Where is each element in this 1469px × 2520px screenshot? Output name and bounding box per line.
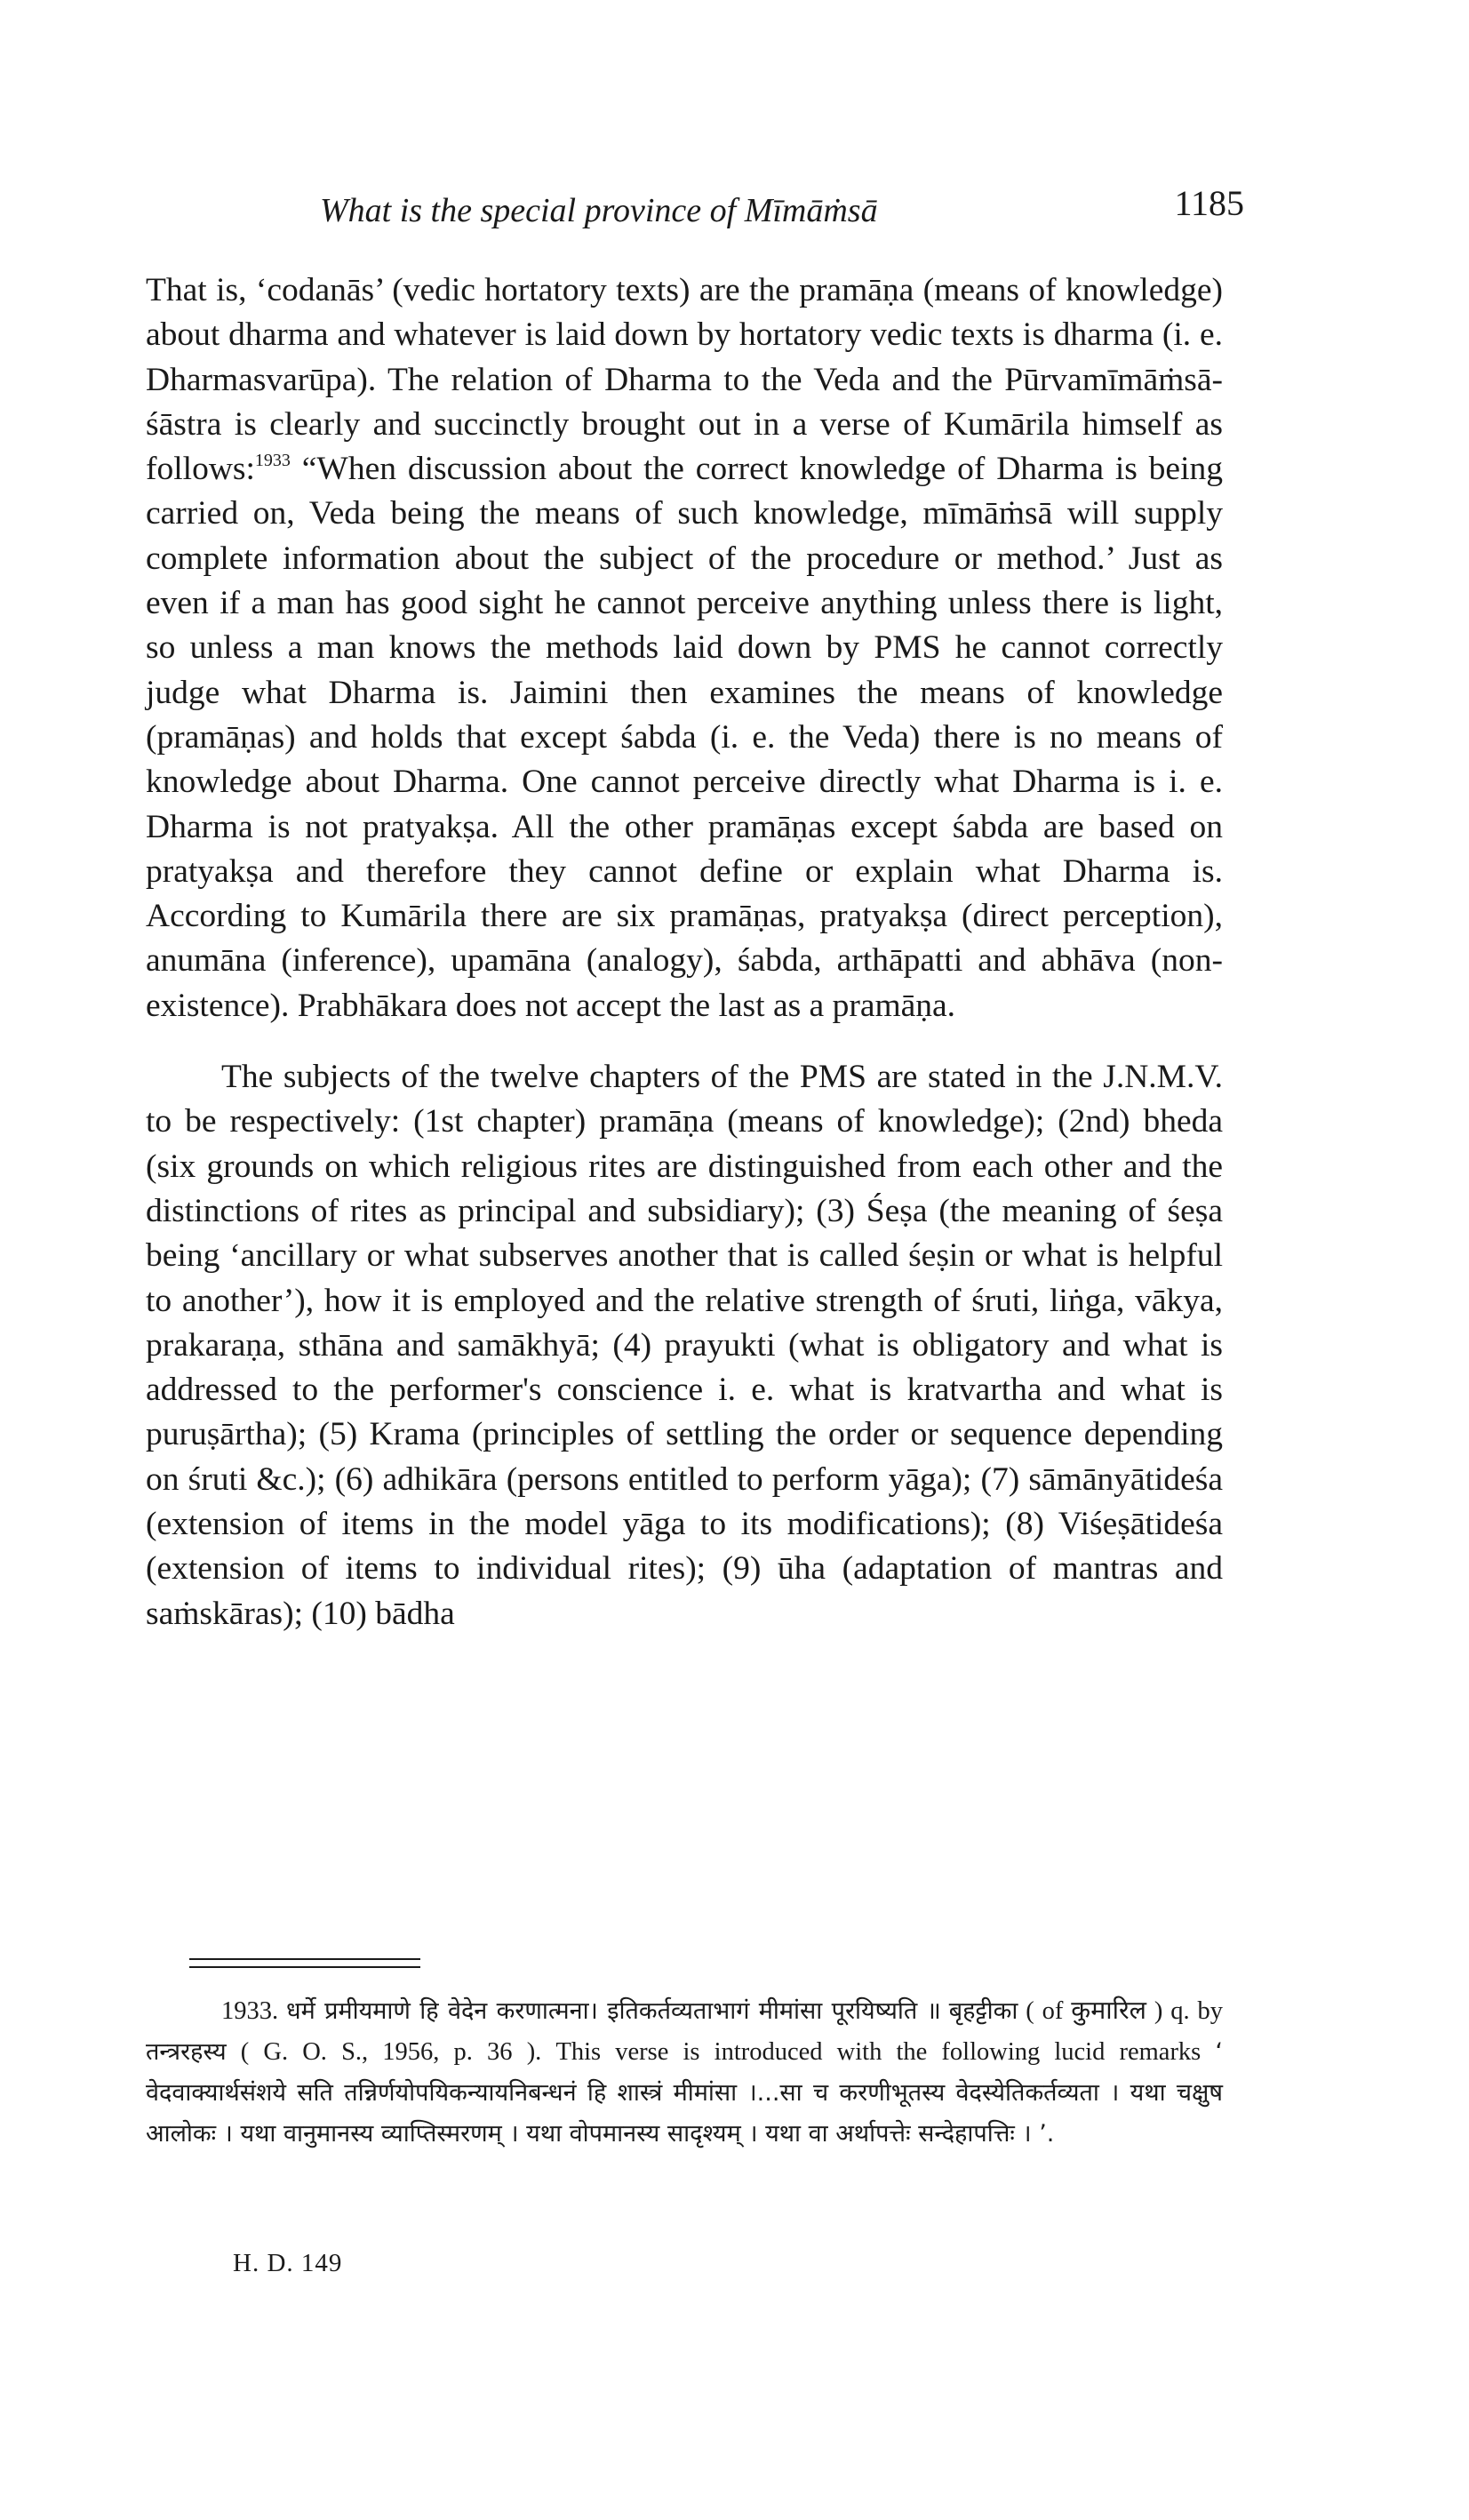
footnote-citation: ( G. O. S., 1956, p. 36 ). This verse is introduced with the following lucid remarks [240,2038,1202,2066]
footnote-number: 1933. [221,1997,279,2025]
page-number: 1185 [1174,183,1244,223]
footnote-sanskrit-remarks: ‘ वेदवाक्यार्थसंशये सति तन्निर्णयोपयिकन्यायनिबन्धनं हि शास्त्रं मीमांसा ।...सा च करणीभूतस्य वेदस्येतिकर्तव्यता । यथा चक्षुष आलोकः । यथा वानुमानस्य व्याप्तिस्मरणम् । यथा वोपमानस्य सादृश्यम् । यथा वा अर्थापत्तेः सन्देहापत्तिः । ’. [146,2038,1224,2148]
footnote [146,1991,1223,2155]
running-title: What is the special province of Mīmāṁsā [320,192,878,229]
paragraph-1 [146,268,1223,1028]
signature-mark: H. D. 149 [233,2249,343,2277]
footnote-source-brihattika: बृहट्टीका [948,1997,1018,2025]
footnote-divider-bottom [189,1966,420,1968]
paragraph-2: The subjects of the twelve chapters of the PMS are stated in the J.N.M.V. to be respectively: (1st chapter) pramāṇa (means of knowledge); (2nd) bheda (six grounds on which religious rites are distinguished from each other and the distinctions of rites as principal and subsidiary); (3) Śeṣa (the meaning of śeṣa being ‘ancillary or what subserves another that is called śeṣin or what is helpful to another’), how it is employed and the relative strength of śruti, liṅga, vākya, prakaraṇa, sthāna and samākhyā; (4) prayukti (what is obligatory and what is addressed to the performer's conscience i. e. what is kratvartha and what is puruṣārtha); (5) Krama (principles of settling the order or sequence depending on śruti &c.); (6) adhikāra (persons entitled to perform yāga); (7) sāmānyātideśa (extension of items in the model yāga to its modifications); (8) Viśeṣātideśa (extension of items to individual rites); (9) ūha (adaptation of mantras and saṁskāras); (10) bādha [146,1059,1223,1632]
main-text [146,268,1223,1636]
page-header [320,182,1244,236]
footnote-sanskrit-verse: धर्मे प्रमीयमाणे हि वेदेन करणात्मना। इतिकर्तव्यताभागं मीमांसा पूरयिष्यति ॥ [286,1997,941,2025]
footnote-1933 [146,1991,1223,2155]
footnote-reference: 1933 [254,451,291,471]
paragraph-1-continuation: “When discussion about the correct knowledge of Dharma is being carried on, Veda being the means of such knowledge, mīmāṁsā will supply complete information about the subject of the procedure or method.’ Just as even if a man has good sight he cannot perceive anything unless there is light, so unless a man knows the methods laid down by PMS he cannot correctly judge what Dharma is. Jaimini then examines the means of knowledge (pramāṇas) and holds that except śabda (i. e. the Veda) there is no means of knowledge about Dharma. One cannot perceive directly what Dharma is i. e. Dharma is not pratyakṣa. All the other pramāṇas except śabda are based on pratyakṣa and therefore they cannot define or explain what Dharma is. According to Kumārila there are six pramāṇas, pratyakṣa (direct perception), anumāna (inference), upamāna (analogy), śabda, arthāpatti and abhāva (non-existence). Prabhākara does not accept the last as a pramāṇa. [146,451,1223,1024]
paragraph-1-text: That is, ‘codanās’ (vedic hortatory texts) are the pramāṇa (means of knowledge) about dharma and whatever is laid down by hortatory vedic texts is dharma (i. e. Dharmasvarūpa). The relation of Dharma to the Veda and the Pūrvamīmāṁsā-śāstra is clearly and succinctly brought out in a verse of Kumārila himself as follows: [146,272,1223,488]
footnote-divider-top [189,1958,420,1960]
footnote-source-tantrarahasya: तन्त्ररहस्य [146,2038,227,2066]
footnote-attribution: ( of कुमारिल ) q. by [1026,1997,1224,2025]
